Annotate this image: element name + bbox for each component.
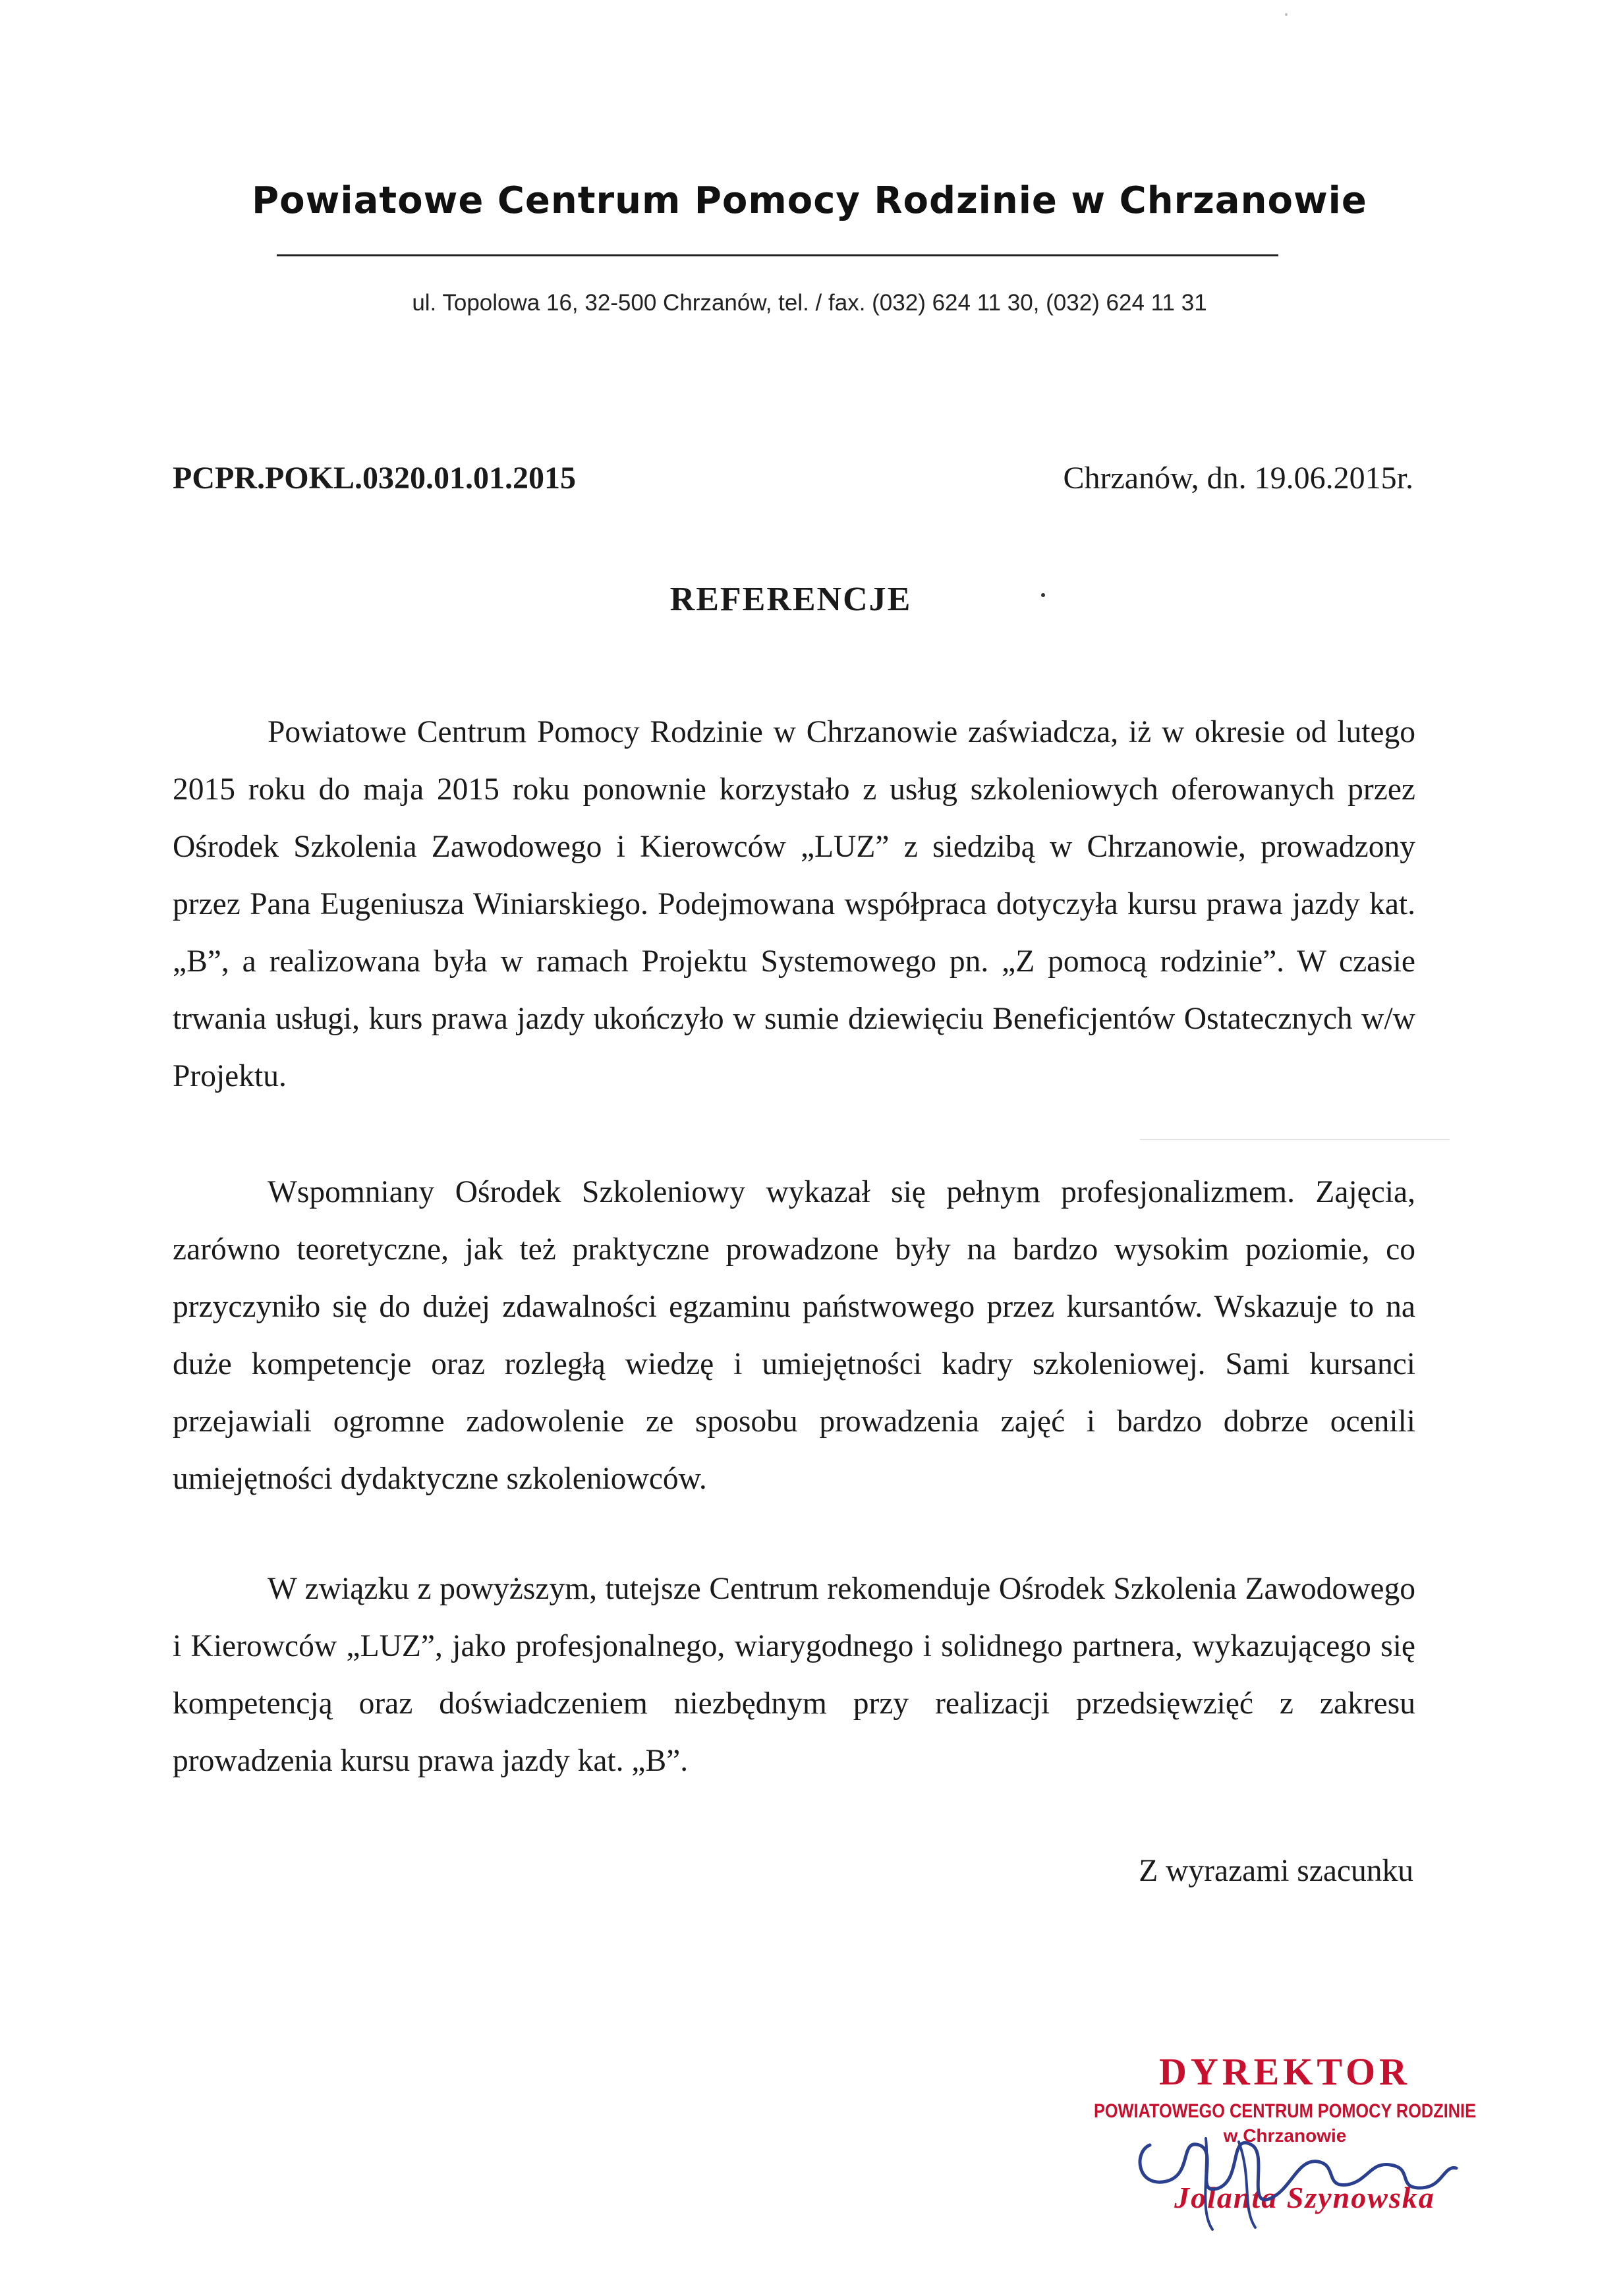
stamp-city: w Chrzanowie [1223, 2125, 1347, 2146]
scan-speck [1285, 13, 1288, 16]
body-paragraph-3: W związku z powyższym, tutejsze Centrum rekomenduje Ośrodek Szkolenia Zawodowego i Kierowców „LUZ”, jako profesjonalnego, wiarygodnego i solidnego partnera, wykazującego się kompetencją oraz doświadczeniem niezbędnym przy realizacji przedsięwzięć z zakresu prowadzenia kursu prawa jazdy kat. „B”. [173, 1572, 1415, 1778]
body-paragraph-2: Wspomniany Ośrodek Szkoleniowy wykazał się pełnym profesjonalizmem. Zajęcia, zarówno teoretyczne, jak też praktyczne prowadzone były na bardzo wysokim poziomie, co przyczyniło się do dużej zdawalności egzaminu państwowego przez kursantów. Wskazuje to na duże kompetencje oraz rozległą wiedzę i umiejętności kadry szkoleniowej. Sami kursanci przejawiali ogromne zadowolenie ze sposobu prowadzenia zajęć i bardzo dobrze ocenili umiejętności dydaktyczne szkoleniowców. [173, 1175, 1415, 1496]
stamp-title: DYREKTOR [1158, 2050, 1411, 2093]
closing-phrase: Z wyrazami szacunku [1139, 1854, 1413, 1888]
stamp-graphic [1087, 2046, 1483, 2231]
organization-name: Powiatowe Centrum Pomocy Rodzinie w Chrzanowie [252, 179, 1367, 222]
scan-speck [1041, 593, 1045, 597]
director-stamp-and-signature [1087, 2046, 1483, 2231]
document-title: REFERENCJE [669, 581, 912, 618]
reference-number: PCPR.POKL.0320.01.01.2015 [173, 461, 576, 496]
place-and-date: Chrzanów, dn. 19.06.2015r. [1063, 461, 1413, 496]
scan-artifact-line [1140, 1139, 1450, 1140]
organization-address: ul. Topolowa 16, 32-500 Chrzanów, tel. / fax. (032) 624 11 30, (032) 624 11 31 [412, 290, 1207, 316]
stamp-signatory: Jolanta Szynowska [1174, 2181, 1435, 2214]
stamp-institution: POWIATOWEGO CENTRUM POMOCY RODZINIE [1094, 2100, 1476, 2122]
header-divider [277, 254, 1278, 256]
body-paragraph-1: Powiatowe Centrum Pomocy Rodzinie w Chrzanowie zaświadcza, iż w okresie od lutego 2015 roku do maja 2015 roku ponownie korzystało z usług szkoleniowych oferowanych przez Ośrodek Szkolenia Zawodowego i Kierowców „LUZ” z siedzibą w Chrzanowie, prowadzony przez Pana Eugeniusza Winiarskiego. Podejmowana współpraca dotyczyła kursu prawa jazdy kat. „B”, a realizowana była w ramach Projektu Systemowego pn. „Z pomocą rodzinie”. W czasie trwania usługi, kurs prawa jazdy ukończyło w sumie dziewięciu Beneficjentów Ostatecznych w/w Projektu. [173, 715, 1415, 1093]
